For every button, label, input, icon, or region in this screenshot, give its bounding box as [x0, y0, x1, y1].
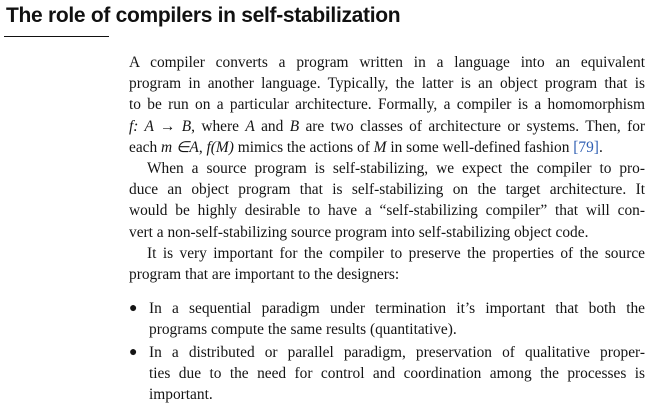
math-var-m: M [373, 138, 387, 156]
paragraph-preserve-properties [129, 243, 645, 285]
text-line: It is very important for the compiler to preserve the properties of the source [147, 244, 645, 262]
citation-link[interactable]: [79] [573, 138, 599, 156]
text-line: In a distributed or parallel paradigm, preservation of qualitative proper- [149, 343, 645, 361]
text-line: f: A → B, where A and B are two classes of architecture or systems. Then, for [129, 117, 646, 135]
section-title: The role of compilers in self-stabilization [6, 4, 401, 27]
body-text [129, 52, 645, 406]
paragraph-self-stabilizing-compiler [129, 158, 645, 243]
text-line: would be highly desirable to have a “self-stabilizing compiler” that will con- [129, 202, 645, 220]
text-line: programs compute the same results (quantitative). [149, 321, 457, 339]
text-line: ties due to the need for control and coordination among the processes is [149, 364, 645, 382]
paragraph-compiler-definition [129, 52, 645, 158]
math-var-b: B [289, 117, 300, 135]
list-item [129, 298, 645, 340]
math-var-a: A [245, 117, 255, 135]
list-item [129, 342, 645, 406]
text-line: A compiler converts a program written in a language into an equivalent [129, 54, 645, 71]
text-line: program that are important to the designers: [129, 266, 400, 284]
text-line: When a source program is self-stabilizing, we expect the compiler to pro- [147, 160, 645, 178]
text-line: to be run on a particular architecture. Formally, a compiler is a homomorphism [129, 96, 645, 114]
bullet-dot-icon: ● [129, 301, 138, 317]
text-line: program in another language. Typically, the latter is an object program that is [129, 75, 645, 93]
title-underline [4, 36, 109, 37]
text-line: each m ∈A, f(M) mimics the actions of M in some well-defined fashion [79]. [129, 138, 603, 156]
math-fm: f(M) [206, 138, 234, 156]
bullet-list [129, 298, 645, 405]
text-line: vert a non-self-stabilizing source program into self-stabilizing object code. [129, 223, 589, 241]
text-line: In a sequential paradigm under termination it’s important that both the [149, 300, 645, 318]
text-line: duce an object program that is self-stabilizing on the target architecture. It [129, 181, 645, 199]
bullet-dot-icon: ● [129, 344, 138, 360]
math-homomorphism: f: A → B [129, 117, 192, 135]
math-membership: m ∈A [161, 138, 199, 156]
text-line: important. [149, 386, 213, 404]
